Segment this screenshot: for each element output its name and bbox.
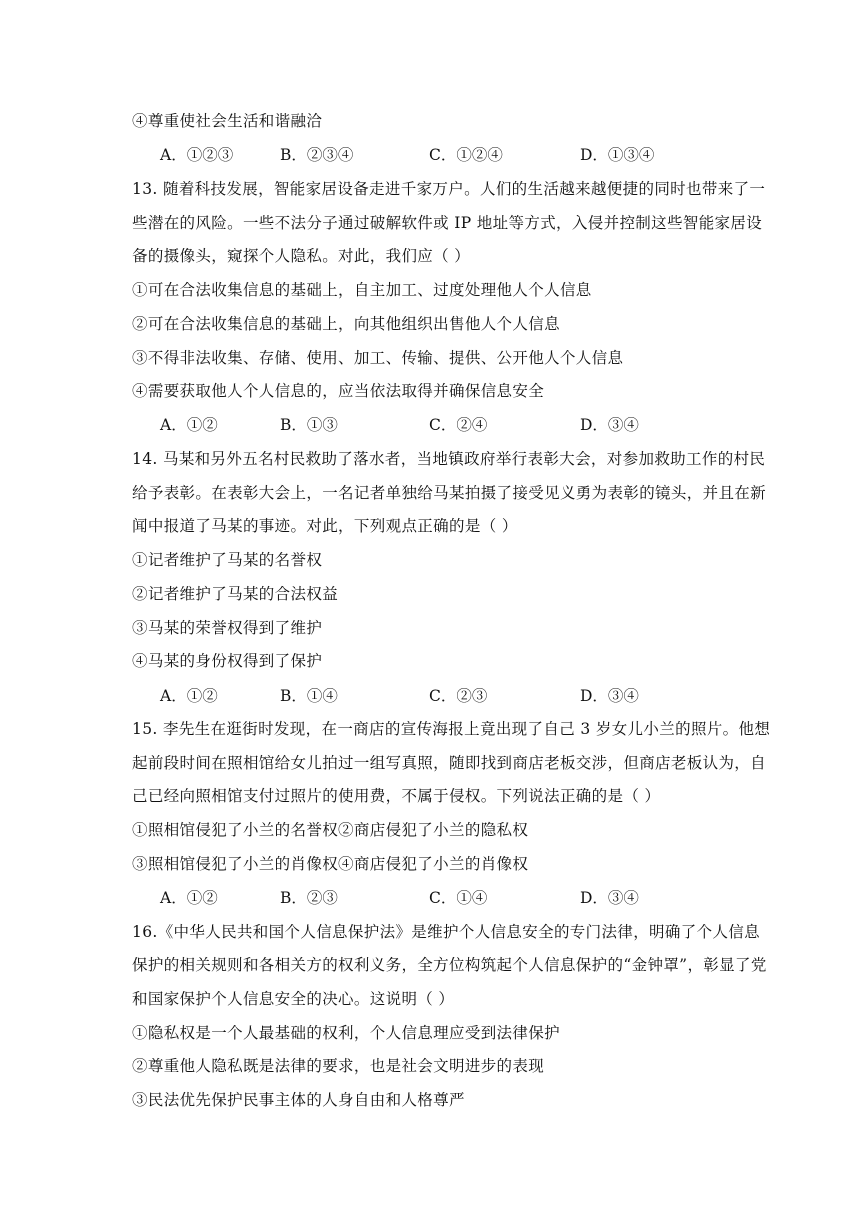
q16-stem-line-1: 16.《中华人民共和国个人信息保护法》是维护个人信息安全的专门法律，明确了个人信息 <box>132 923 761 941</box>
q13-statement-4: ④需要获取他人个人信息的，应当依法取得并确保信息安全 <box>132 382 545 400</box>
q14-stem-line-2: 给予表彰。在表彰大会上，一名记者单独给马某拍摄了接受见义勇为表彰的镜头，并且在新 <box>132 484 767 502</box>
q13-statement-3: ③不得非法收集、存储、使用、加工、传输、提供、公开他人个人信息 <box>132 349 624 367</box>
option-d: D．③④ <box>580 687 639 705</box>
option-c: C．①④ <box>429 889 488 907</box>
q13-options <box>160 413 720 437</box>
q16-statement-2: ②尊重他人隐私既是法律的要求，也是社会文明进步的表现 <box>132 1057 545 1075</box>
option-b: B．②③④ <box>280 146 354 164</box>
option-d: D．③④ <box>580 889 639 907</box>
option-b: B．①③ <box>280 416 338 434</box>
q14-stem-line-3: 闻中报道了马某的事迹。对此，下列观点正确的是（ ） <box>132 517 518 535</box>
option-d: D．①③④ <box>580 146 655 164</box>
q12-options <box>160 143 720 167</box>
q16-statement-3: ③民法优先保护民事主体的人身自由和人格尊严 <box>132 1091 465 1109</box>
q12-statement-4: ④尊重使社会生活和谐融洽 <box>132 112 323 130</box>
q14-stem-line-1: 14. 马某和另外五名村民救助了落水者，当地镇政府举行表彰大会，对参加救助工作的村民 <box>132 450 766 468</box>
q14-options <box>160 684 720 708</box>
option-c: C．①②④ <box>429 146 503 164</box>
q16-statement-1: ①隐私权是一个人最基础的权利，个人信息理应受到法律保护 <box>132 1024 560 1042</box>
q14-statement-3: ③马某的荣誉权得到了维护 <box>132 619 323 637</box>
q13-statement-2: ②可在合法收集信息的基础上，向其他组织出售他人个人信息 <box>132 315 560 333</box>
option-a: A．①② <box>160 416 218 434</box>
q16-stem-line-3: 和国家保护个人信息安全的决心。这说明（ ） <box>132 990 455 1008</box>
option-b: B．②③ <box>280 889 338 907</box>
q14-statement-2: ②记者维护了马某的合法权益 <box>132 585 339 603</box>
option-a: A．①② <box>160 687 218 705</box>
q15-stem-line-2: 起前段时间在照相馆给女儿拍过一组写真照，随即找到商店老板交涉，但商店老板认为，自 <box>132 754 767 772</box>
option-b: B．①④ <box>280 687 338 705</box>
q13-stem-line-2: 些潜在的风险。一些不法分子通过破解软件或 IP 地址等方式，入侵并控制这些智能家居设 <box>132 214 763 232</box>
q15-stem-line-1: 15. 李先生在逛街时发现，在一商店的宣传海报上竟出现了自己 3 岁女儿小兰的照片。他想 <box>132 720 771 738</box>
option-c: C．②④ <box>429 416 488 434</box>
q15-options <box>160 886 720 910</box>
q14-statement-4: ④马某的身份权得到了保护 <box>132 652 323 670</box>
option-a: A．①② <box>160 889 218 907</box>
q13-statement-1: ①可在合法收集信息的基础上，自主加工、过度处理他人个人信息 <box>132 281 592 299</box>
q13-stem-line-3: 备的摄像头，窥探个人隐私。对此，我们应（ ） <box>132 247 471 265</box>
option-a: A．①②③ <box>160 146 234 164</box>
q13-stem-line-1: 13. 随着科技发展，智能家居设备走进千家万户。人们的生活越来越便捷的同时也带来了一 <box>132 180 766 198</box>
q16-stem-line-2: 保护的相关规则和各相关方的权利义务，全方位构筑起个人信息保护的“金钟罩”，彰显了党 <box>132 956 767 974</box>
option-d: D．③④ <box>580 416 639 434</box>
q14-statement-1: ①记者维护了马某的名誉权 <box>132 551 323 569</box>
option-c: C．②③ <box>429 687 488 705</box>
q15-statements-3-4: ③照相馆侵犯了小兰的肖像权④商店侵犯了小兰的肖像权 <box>132 855 529 873</box>
q15-statements-1-2: ①照相馆侵犯了小兰的名誉权②商店侵犯了小兰的隐私权 <box>132 821 529 839</box>
q15-stem-line-3: 己已经向照相馆支付过照片的使用费，不属于侵权。下列说法正确的是（ ） <box>132 787 661 805</box>
